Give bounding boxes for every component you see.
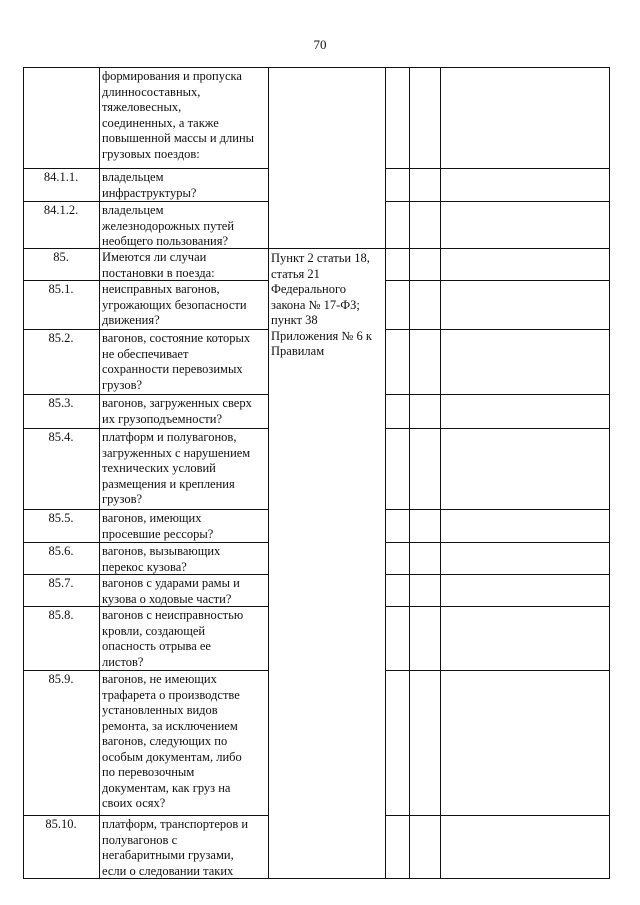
question-line: соединенных, а также	[102, 115, 219, 130]
table-rule	[23, 67, 24, 878]
comment-cell[interactable]	[441, 330, 609, 394]
row-question	[102, 576, 266, 607]
question-line: особым документам, либо	[102, 749, 242, 764]
question-line: установленных видов	[102, 703, 218, 717]
table-rule	[385, 248, 610, 249]
comment-cell[interactable]	[441, 169, 609, 201]
row-question	[102, 817, 266, 879]
answer-mark-cell[interactable]	[410, 395, 440, 428]
row-number: 85.4.	[48, 430, 74, 444]
question-line: повышенной массы и длины	[102, 131, 255, 145]
table-rule	[99, 67, 100, 878]
answer-mark-cell[interactable]	[386, 816, 409, 878]
legal-reference-line: закона № 17-ФЗ;	[271, 297, 360, 312]
question-line: листов?	[102, 654, 144, 669]
table-rule	[385, 509, 610, 510]
row-question	[102, 511, 266, 542]
answer-mark-cell[interactable]	[410, 281, 440, 329]
table-rule	[23, 67, 610, 68]
answer-mark-cell[interactable]	[410, 543, 440, 574]
question-line: постановки в поезда:	[102, 265, 215, 280]
table-rule	[385, 168, 610, 169]
comment-cell[interactable]	[441, 607, 609, 670]
row-question	[102, 203, 266, 250]
table-rule	[385, 67, 386, 878]
answer-mark-cell[interactable]	[410, 510, 440, 542]
table-rule	[23, 248, 269, 249]
legal-reference	[271, 251, 383, 360]
question-line: если о следовании таких	[102, 863, 234, 878]
table-rule	[609, 67, 610, 878]
comment-cell[interactable]	[441, 816, 609, 878]
question-line: владельцем	[102, 203, 164, 217]
table-rule	[23, 878, 610, 879]
question-line: их грузоподъемности?	[102, 411, 223, 426]
row-question	[102, 430, 266, 508]
row-question	[102, 608, 266, 670]
question-line: длинносоставных,	[102, 84, 201, 99]
row-number: 85.3.	[48, 396, 74, 410]
table-rule	[23, 428, 269, 429]
table-rule	[23, 280, 269, 281]
question-line: необщего пользования?	[102, 234, 229, 248]
answer-mark-cell[interactable]	[410, 249, 440, 280]
legal-reference-line: Пункт 2 статьи 18,	[271, 251, 370, 265]
legal-reference-line: Правилам	[271, 344, 325, 358]
row-number: 84.1.2.	[43, 203, 79, 217]
question-line: технических условий	[102, 461, 216, 475]
table-rule	[385, 394, 610, 395]
answer-mark-cell[interactable]	[410, 68, 440, 168]
question-line: перекос кузова?	[102, 559, 187, 574]
question-line: своих осях?	[102, 796, 166, 810]
question-line: не обеспечивает	[102, 346, 189, 361]
answer-mark-cell[interactable]	[386, 169, 409, 201]
question-line: инфраструктуры?	[102, 185, 197, 200]
question-line: вагонов, не имеющих	[102, 672, 217, 686]
answer-mark-cell[interactable]	[386, 543, 409, 574]
answer-mark-cell[interactable]	[410, 202, 440, 248]
table-rule	[385, 280, 610, 281]
row-number: 85.6.	[48, 544, 74, 558]
question-line: размещения и крепления	[102, 476, 235, 491]
table-rule	[409, 67, 410, 878]
answer-mark-cell[interactable]	[386, 671, 409, 815]
table-rule	[23, 168, 269, 169]
question-line: владельцем	[102, 170, 164, 184]
table-rule	[440, 67, 441, 878]
row-question	[102, 396, 266, 427]
table-rule	[23, 574, 269, 575]
question-line: трафарета о производстве	[102, 687, 240, 702]
question-line: вагонов, следующих по	[102, 734, 228, 748]
comment-cell[interactable]	[441, 395, 609, 428]
comment-cell[interactable]	[441, 281, 609, 329]
row-number: 85.8.	[48, 608, 74, 622]
table-rule	[268, 67, 269, 878]
question-line: документам, как груз на	[102, 780, 231, 795]
question-line: вагонов, имеющих	[102, 511, 202, 525]
comment-cell[interactable]	[441, 575, 609, 606]
table-rule	[23, 509, 269, 510]
question-line: опасность отрыва ее	[102, 639, 211, 653]
page-number: 70	[313, 37, 327, 52]
table-rule	[385, 670, 610, 671]
comment-cell[interactable]	[441, 249, 609, 280]
answer-mark-cell[interactable]	[386, 429, 409, 509]
comment-cell[interactable]	[441, 202, 609, 248]
legal-reference-line: Федерального	[271, 282, 347, 296]
comment-cell[interactable]	[441, 429, 609, 509]
answer-mark-cell[interactable]	[410, 575, 440, 606]
question-line: формирования и пропуска	[102, 69, 242, 83]
table-rule	[23, 394, 269, 395]
question-line: тяжеловесных,	[102, 100, 182, 114]
answer-mark-cell[interactable]	[386, 202, 409, 248]
answer-mark-cell[interactable]	[386, 575, 409, 606]
comment-cell[interactable]	[441, 671, 609, 815]
question-line: полувагонов с	[102, 832, 178, 847]
table-rule	[385, 574, 610, 575]
question-line: движения?	[102, 313, 160, 327]
question-line: вагонов, загруженных сверх	[102, 396, 252, 410]
question-line: неисправных вагонов,	[102, 282, 220, 296]
answer-mark-cell[interactable]	[410, 671, 440, 815]
table-rule	[23, 542, 269, 543]
question-line: железнодорожных путей	[102, 218, 235, 233]
question-line: Имеются ли случаи	[102, 250, 207, 264]
table-rule	[268, 248, 386, 249]
question-line: кузова о ходовые части?	[102, 591, 232, 606]
question-line: вагонов с ударами рамы и	[102, 576, 240, 590]
row-number: 85.9.	[48, 672, 74, 686]
row-number: 85.1.	[48, 282, 74, 296]
question-line: грузовых поездов:	[102, 146, 200, 161]
table-rule	[385, 542, 610, 543]
legal-reference-line: Приложения № 6 к	[271, 328, 372, 343]
table-rule	[385, 329, 610, 330]
answer-mark-cell[interactable]	[386, 281, 409, 329]
table-rule	[23, 329, 269, 330]
legal-reference-line: статья 21	[271, 266, 320, 281]
comment-cell[interactable]	[441, 543, 609, 574]
question-line: негабаритными грузами,	[102, 848, 234, 862]
question-line: загруженных с нарушением	[102, 445, 251, 460]
question-line: по перевозочным	[102, 765, 195, 779]
table-rule	[23, 606, 269, 607]
row-number: 85.10.	[45, 817, 77, 831]
comment-cell[interactable]	[441, 68, 609, 168]
answer-mark-cell[interactable]	[410, 330, 440, 394]
row-question	[102, 170, 266, 201]
question-line: грузов?	[102, 492, 143, 506]
comment-cell[interactable]	[441, 510, 609, 542]
answer-mark-cell[interactable]	[410, 169, 440, 201]
row-question	[102, 331, 266, 393]
row-question	[102, 672, 266, 812]
table-rule	[23, 670, 269, 671]
answer-mark-cell[interactable]	[410, 607, 440, 670]
answer-mark-cell[interactable]	[386, 249, 409, 280]
question-line: вагонов, состояние которых	[102, 331, 251, 345]
answer-mark-cell[interactable]	[386, 607, 409, 670]
question-line: вагонов с неисправностью	[102, 608, 244, 622]
table-rule	[385, 606, 610, 607]
answer-mark-cell[interactable]	[386, 68, 409, 168]
row-question	[102, 282, 266, 329]
question-line: сохранности перевозимых	[102, 362, 243, 376]
row-question	[102, 250, 266, 281]
question-line: просевшие рессоры?	[102, 526, 214, 541]
table-rule	[385, 201, 610, 202]
question-line: кровли, создающей	[102, 623, 206, 638]
row-question	[102, 544, 266, 575]
table-rule	[23, 815, 269, 816]
row-number: 85.2.	[48, 331, 74, 345]
answer-mark-cell[interactable]	[410, 429, 440, 509]
table-rule	[23, 201, 269, 202]
row-number: 85.5.	[48, 511, 74, 525]
row-question	[102, 69, 266, 162]
question-line: платформ и полувагонов,	[102, 430, 237, 444]
row-number: 85.7.	[48, 576, 74, 590]
question-line: вагонов, вызывающих	[102, 544, 221, 558]
answer-mark-cell[interactable]	[410, 816, 440, 878]
answer-mark-cell[interactable]	[386, 510, 409, 542]
question-line: угрожающих безопасности	[102, 297, 247, 312]
question-line: ремонта, за исключением	[102, 718, 238, 733]
row-number: 85.	[53, 250, 69, 264]
question-line: грузов?	[102, 377, 143, 392]
question-line: платформ, транспортеров и	[102, 817, 249, 831]
table-rule	[385, 815, 610, 816]
answer-mark-cell[interactable]	[386, 330, 409, 394]
answer-mark-cell[interactable]	[386, 395, 409, 428]
table-rule	[385, 428, 610, 429]
legal-reference-line: пункт 38	[271, 313, 318, 327]
row-number: 84.1.1.	[43, 170, 79, 184]
